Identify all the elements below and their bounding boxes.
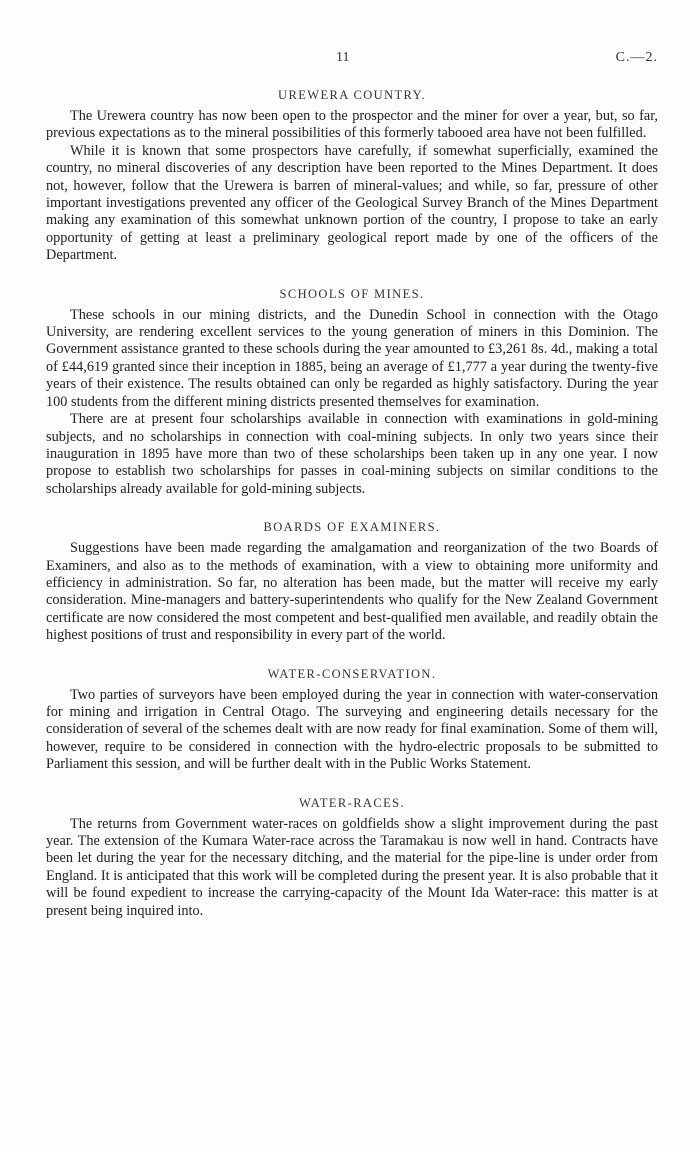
- paragraph: These schools in our mining districts, and the Dunedin School in connection with the Otago University, are rendering excellent services to the young generation of miners in this Dominion. The Government assistance granted to these schools during the year amounted to £3,261 8s. 4d., making a total of £44,619 granted since their inception in 1885, being an average of £1,777 a year during the twenty-five years of their existence. The results obtained can only be regarded as highly satisfactory. During the year 100 students from the different mining districts presented themselves for examination.: [46, 306, 658, 410]
- section-heading: UREWERA COUNTRY.: [278, 88, 426, 102]
- page-header: [0, 50, 700, 72]
- page-number: 11: [336, 50, 350, 65]
- section-boards-of-examiners: [46, 520, 658, 644]
- section-water-races: [46, 796, 658, 920]
- section-heading: WATER-RACES.: [298, 795, 406, 810]
- paragraph: The Urewera country has now been open to the prospector and the miner for over a year, but, so far, previous expectations as to the mineral possibilities of this formerly tabooed area have not been fulfilled.: [46, 108, 658, 142]
- paragraph: There are at present four scholarships available in connection with examinations in gold-mining subjects, and no scholarships in connection with coal-mining subjects. In only two years since their inauguration in 1895 have more than two of these scholarships been taken up in any one year. I now propose to establish two scholarships for passes in coal-mining subjects on similar conditions to the scholarships already available for gold-mining subjects.: [46, 411, 658, 497]
- section-heading: BOARDS OF EXAMINERS.: [263, 520, 441, 535]
- paragraph: The returns from Government water-races on goldfields show a slight improvement during the past year. The extension of the Kumara Water-race across the Taramakau is now well in hand. Contracts have been let during the year for the necessary ditching, and the material for the pipe-line is under order from England. It is anticipated that this work will be completed during the present year. It is also probable that it will be found expedient to increase the carrying-capacity of the Mount Ida Water-race: this matter is at present being inquired into.: [46, 815, 658, 919]
- section-heading: WATER-CONSERVATION.: [267, 666, 437, 681]
- paragraph: While it is known that some prospectors have carefully, if somewhat superficially, examined the country, no mineral discoveries of any description have been reported to the Mines Department. It does not, however, follow that the Urewera is barren of mineral-values; and while, so far, pressure of other important investigations prevented any officer of the Geological Survey Branch of the Mines Department making any examination of this somewhat unknown portion of the country, I propose to take an early opportunity of getting at least a preliminary geological report made by one of the officers of the Department.: [46, 142, 658, 264]
- section-urewera-country: [46, 88, 658, 265]
- page-content: [46, 88, 658, 920]
- section-heading: SCHOOLS OF MINES.: [279, 286, 425, 301]
- section-schools-of-mines: [46, 287, 658, 498]
- section-water-conservation: [46, 667, 658, 774]
- paragraph: Two parties of surveyors have been employed during the year in connection with water-conservation for mining and irrigation in Central Otago. The surveying and engineering details necessary for the consideration of several of the schemes dealt with are now ready for final examination. Some of them will, however, require to be considered in connection with the hydro-electric proposals to be submitted to Parliament this session, and will be further dealt with in the Public Works Statement.: [46, 686, 658, 773]
- paragraph: Suggestions have been made regarding the amalgamation and reorganization of the two Boards of Examiners, and also as to the methods of examination, with a view to obtaining more uniformity and efficiency in administration. So far, no alteration has been made, but the matter will receive my early consideration. Mine-managers and battery-superintendents who qualify for the New Zealand Government certificate are now considered the most competent and best-qualified men available, and readily obtain the highest positions of trust and responsibility in every part of the world.: [46, 540, 658, 644]
- document-reference: C.—2.: [615, 50, 658, 65]
